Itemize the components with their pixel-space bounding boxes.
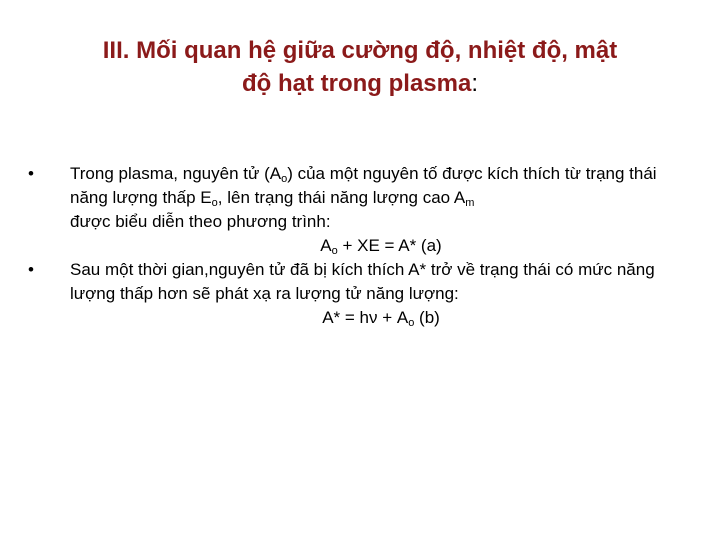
bullet-1-text-b: ) của một nguyên tố được kích thích từ trạng thái năng lượng thấp E (70, 164, 657, 207)
equation-a (28, 234, 692, 258)
subscript-o: o (408, 317, 415, 329)
subscript-o: o (211, 197, 218, 209)
title-colon: : (471, 70, 479, 97)
equation-b (28, 306, 692, 330)
title-line-1: III. Mối quan hệ giữa cường độ, nhiệt độ, mật (102, 37, 618, 64)
bullet-2-text: Sau một thời gian,nguyên tử đã bị kích thích A* trở về trạng thái có mức năng lượng thấp hơn sẽ phát xạ ra lượng tử năng lượng: (70, 260, 655, 303)
slide-content (28, 162, 692, 330)
bullet-1-text-a: Trong plasma, nguyên tử (A (70, 164, 282, 183)
bullet-item-2 (28, 258, 692, 306)
subscript-m: m (465, 197, 475, 209)
equation-b-part2: (b) (414, 308, 440, 327)
bullet-1-text-d: được biểu diễn theo phương trình: (70, 212, 331, 231)
subscript-o: o (281, 173, 288, 185)
title-line-2-text: độ hạt trong plasma (241, 70, 472, 97)
subscript-o: o (331, 245, 338, 257)
title-line-2 (40, 67, 680, 100)
bullet-item-1 (28, 162, 692, 234)
bullet-icon: • (28, 260, 34, 279)
equation-a-part2: + XE = A* (a) (337, 236, 442, 255)
slide-title (40, 34, 680, 100)
equation-a-part1: A (320, 236, 332, 255)
bullet-icon: • (28, 164, 34, 183)
bullet-1-text-c: , lên trạng thái năng lượng cao A (217, 188, 466, 207)
equation-b-part1: A* = hν + A (322, 308, 409, 327)
